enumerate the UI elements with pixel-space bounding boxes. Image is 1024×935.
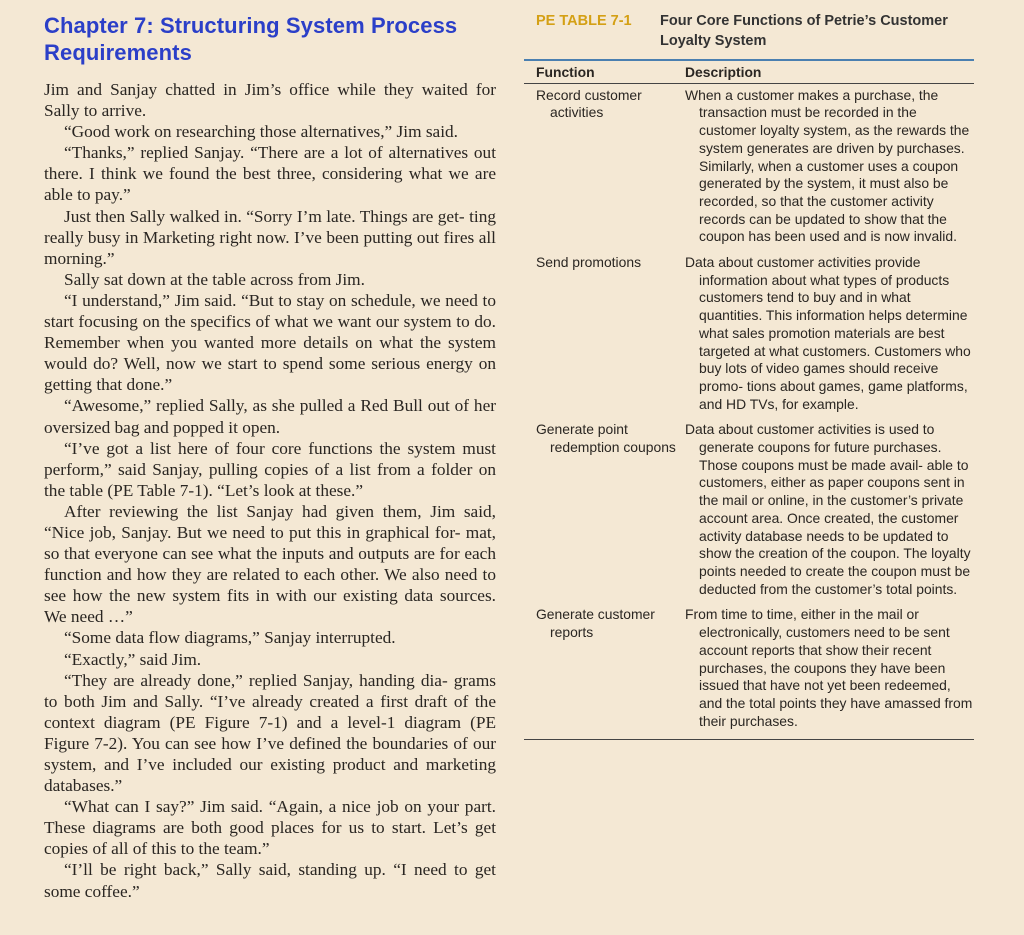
table-column-headers (524, 61, 974, 82)
table-row (524, 87, 974, 246)
chapter-title: Chapter 7: Structuring System Process Requirements (44, 13, 458, 65)
table-row (524, 254, 974, 413)
story-paragraph: Jim and Sanjay chatted in Jim’s office while they waited for Sally to arrive. (44, 80, 496, 121)
table-row (524, 421, 974, 598)
story-paragraph: After reviewing the list Sanjay had given them, Jim said, “Nice job, Sanjay. But we need to put this in graphical for- mat, so that everyone can see what the inputs and outputs are for each function and how they are related to each other. We also need to see how the new system fits in with our existing data sources. We need …” (44, 501, 496, 627)
table-caption: Four Core Functions of Petrie’s Customer Loyalty System (660, 13, 948, 49)
table-header (524, 12, 974, 51)
story-paragraph: Just then Sally walked in. “Sorry I’m late. Things are get- ting really busy in Marketing right now. I’ve been putting out fires all morning.” (44, 206, 496, 268)
row-description: Data about customer activities is used to generate coupons for future purchases. Those coupons must be made avail- able to customers, either as paper coupons sent in the mail or online, in the customer’s private account area. Once created, the customer activity database needs to be updated to show the creation of the coupon. The loyalty points needed to create the coupon must be deducted from the customer’s total points. (685, 421, 971, 597)
story-paragraph: “I’ve got a list here of four core functions the system must perform,” said Sanjay, pulling copies of a list from a folder on the table (PE Table 7-1). “Let’s look at these.” (44, 438, 496, 500)
story-paragraph: “Exactly,” said Jim. (64, 649, 202, 669)
row-description: From time to time, either in the mail or electronically, customers need to be sent account reports that show their recent purchases, the coupons they have been issued that have not yet been redeemed, and the total points they have amassed from their purchases. (685, 606, 973, 729)
row-function: Record customer activities (536, 86, 642, 121)
table-header-rule (524, 83, 974, 84)
pe-table-7-1 (524, 12, 974, 740)
row-function: Generate point redemption coupons (536, 421, 676, 456)
column-header-function: Function (536, 64, 595, 80)
row-function: Send promotions (536, 254, 642, 271)
column-header-description: Description (685, 64, 762, 80)
story-paragraph: “I’ll be right back,” Sally said, standing up. “I need to get some coffee.” (44, 860, 496, 901)
story-paragraph: “Good work on researching those alternatives,” Jim said. (64, 122, 458, 142)
story-text (44, 79, 496, 902)
story-paragraph: “Thanks,” replied Sanjay. “There are a lot of alternatives out there. I think we found the best three, considering what we are able to pay.” (44, 143, 496, 205)
table-row (524, 606, 974, 730)
story-paragraph: “Awesome,” replied Sally, as she pulled a Red Bull out of her oversized bag and popped it open. (44, 396, 496, 437)
table-bottom-rule (524, 739, 974, 740)
story-paragraph: “Some data flow diagrams,” Sanjay interrupted. (64, 628, 396, 648)
row-function: Generate customer reports (536, 606, 655, 641)
story-paragraph: “I understand,” Jim said. “But to stay on schedule, we need to start focusing on the specifics of what we want our system to do. Remember when you wanted more details on what the system would do? Well, now we start to spend some serious energy on getting that done.” (44, 290, 496, 395)
story-paragraph: “What can I say?” Jim said. “Again, a nice job on your part. These diagrams are both good places for us to start. Let’s get copies of all of this to the team.” (44, 797, 496, 859)
table-label: PE TABLE 7-1 (536, 13, 632, 29)
story-paragraph: Sally sat down at the table across from Jim. (64, 269, 365, 289)
row-description: When a customer makes a purchase, the transaction must be recorded in the customer loyalty system, as the rewards the system generates are driven by purchases. Similarly, when a customer uses a coupon generated by the system, it must also be recorded, so that the customer activity records can be updated to show that the coupon has been used and is now invalid. (685, 86, 970, 245)
row-description: Data about customer activities provide information about what types of products customers tend to buy and in what quantities. This information helps determine what sales promotion materials are best targeted at what customers. Customers who buy lots of video games should receive promo- tions about games, game platforms, and HD TVs, for example. (685, 254, 971, 412)
story-paragraph: “They are already done,” replied Sanjay, handing dia- grams to both Jim and Sally. “I’ve already created a first draft of the context diagram (PE Figure 7-1) and a level-1 diagram (PE Figure 7-2). You can see how I’ve defined the boundaries of our system, and I’ve included our existing product and marketing databases.” (44, 670, 496, 796)
left-column (44, 12, 496, 902)
